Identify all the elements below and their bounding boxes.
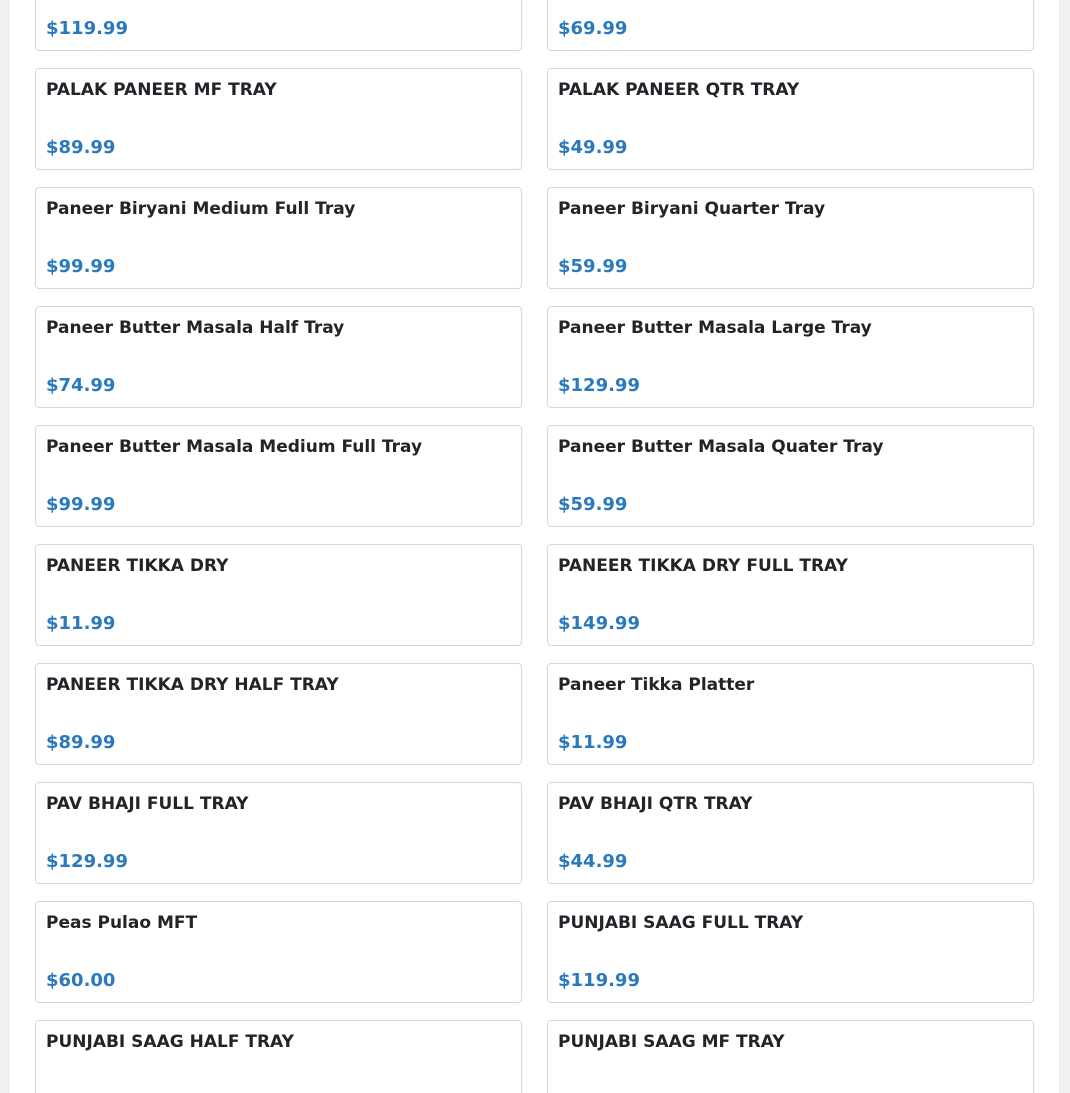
product-card[interactable] <box>547 0 1034 51</box>
product-price: $60.00 <box>46 970 116 991</box>
product-price: $11.99 <box>46 613 116 634</box>
product-card[interactable] <box>547 187 1034 289</box>
product-name: PALAK PANEER QTR TRAY <box>558 80 800 100</box>
product-card[interactable] <box>35 68 522 170</box>
product-name: PANEER TIKKA DRY HALF TRAY <box>46 675 339 695</box>
product-name: Paneer Biryani Quarter Tray <box>558 199 826 219</box>
product-price: $74.99 <box>46 375 116 396</box>
product-name: PUNJABI SAAG FULL TRAY <box>558 913 804 933</box>
product-card[interactable] <box>35 306 522 408</box>
product-card[interactable] <box>35 544 522 646</box>
product-card[interactable] <box>547 68 1034 170</box>
product-price: $11.99 <box>558 732 628 753</box>
product-price: $49.99 <box>558 137 628 158</box>
product-name: Paneer Tikka Platter <box>558 675 755 695</box>
product-name: PUNJABI SAAG MF TRAY <box>558 1032 785 1052</box>
product-name: PANEER TIKKA DRY FULL TRAY <box>558 556 848 576</box>
product-name: Paneer Butter Masala Medium Full Tray <box>46 437 423 457</box>
product-price: $69.99 <box>558 18 628 39</box>
product-price: $119.99 <box>46 18 128 39</box>
product-card[interactable] <box>547 306 1034 408</box>
product-grid <box>35 0 1034 1093</box>
product-name: Paneer Butter Masala Half Tray <box>46 318 345 338</box>
product-card[interactable] <box>35 187 522 289</box>
product-name: PALAK PANEER MF TRAY <box>46 80 277 100</box>
product-price: $89.99 <box>46 137 116 158</box>
product-name: PAV BHAJI FULL TRAY <box>46 794 249 814</box>
product-card[interactable] <box>547 782 1034 884</box>
product-card[interactable] <box>547 544 1034 646</box>
product-name: PAV BHAJI QTR TRAY <box>558 794 753 814</box>
product-card[interactable] <box>547 901 1034 1003</box>
product-price: $44.99 <box>558 851 628 872</box>
product-price: $59.99 <box>558 256 628 277</box>
product-card[interactable] <box>35 425 522 527</box>
product-name: Paneer Butter Masala Large Tray <box>558 318 872 338</box>
menu-page <box>10 0 1059 1093</box>
product-price: $89.99 <box>46 732 116 753</box>
product-card[interactable] <box>35 1020 522 1093</box>
product-name: Paneer Biryani Medium Full Tray <box>46 199 356 219</box>
product-name: Paneer Butter Masala Quater Tray <box>558 437 884 457</box>
product-card[interactable] <box>35 0 522 51</box>
product-price: $59.99 <box>558 494 628 515</box>
product-name: PANEER TIKKA DRY <box>46 556 229 576</box>
product-name: Peas Pulao MFT <box>46 913 198 933</box>
product-price: $129.99 <box>558 375 640 396</box>
product-card[interactable] <box>35 901 522 1003</box>
product-card[interactable] <box>35 663 522 765</box>
product-price: $149.99 <box>558 613 640 634</box>
product-card[interactable] <box>35 782 522 884</box>
product-price: $119.99 <box>558 970 640 991</box>
product-card[interactable] <box>547 1020 1034 1093</box>
product-price: $129.99 <box>46 851 128 872</box>
product-card[interactable] <box>547 425 1034 527</box>
product-price: $99.99 <box>46 494 116 515</box>
product-card[interactable] <box>547 663 1034 765</box>
product-name: PUNJABI SAAG HALF TRAY <box>46 1032 294 1052</box>
product-price: $99.99 <box>46 256 116 277</box>
